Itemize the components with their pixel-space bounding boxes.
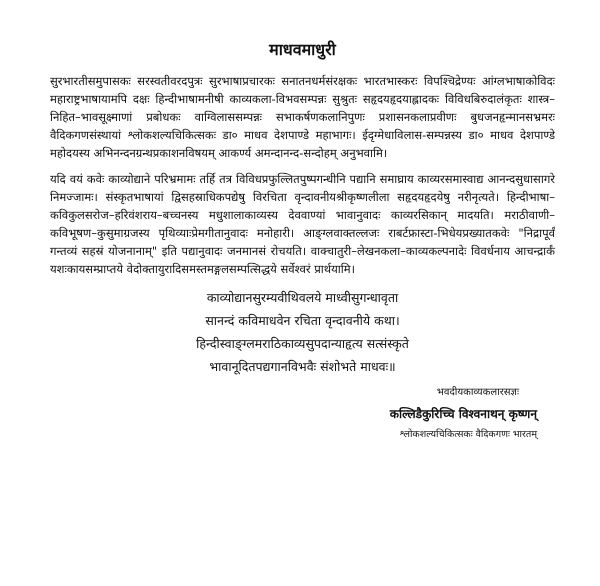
paragraph-1: सुरभारतीसमुपासकः सरस्वतीवरदपुत्रः सुरभाषाप्रचारकः सनातनधर्मसंरक्षकः भारतभास्करः विपश्चिद्रेण्यः आंग्लभाषाकोविदः महाराष्ट्रभाषायामपि दक्षः हिन्दीभाषामनीषी काव्यकला-विभवसम्पन्नः सुश्रुतः सहृदयहृदयाह्लादकः विविधबिरुदालंकृतः शास्त्र–निहित–भावसूक्ष्माणां प्रबोधकः वाग्विलाससम्पन्नः सभाकर्षणकलानिपुणः प्रशासनकलाप्रवीणः बुधजनहृन्मानसभ्रमरः वैदिकगणसंस्थायां श्लोकशल्यचिकित्सकः डा० माधव देशपाण्डे महाभागः। ईदृग्मेधाविलास-सम्पन्नस्य डा० माधव देशपाण्डे महोदयस्य अभिनन्दनग्रन्थप्रकाशनविषयम् आकर्ण्य अमन्दानन्द-सन्दोहम् अनुभवामि। [50,74,555,160]
verse-block [50,286,555,378]
paragraph-2: यदि वयं कवेः काव्योद्याने परिभ्रमामः तर्हि तत्र विविधप्रफुल्लितपुष्पगन्धीनि पद्यानि समाघ्राय काव्यरसमास्वाद्य आनन्दसुधासागरे निमज्जामः। संस्कृतभाषायां द्विसहस्राधिकपद्येषु विरचिता वृन्दावनीयश्रीकृष्णलीला सहृदयहृदयेषु नरीनृत्यते। हिन्दीभाषा–कविकुलसरोज–हरिवंशराय–बच्चनस्य मधुशालाकाव्यस्य देववाण्यां भावानुवादः काव्यरसिकान् मादयति। मराठीवाणी–कविभूषण–कुसुमाग्रजस्य पृथिव्याःप्रेमगीतानुवादः मनोहारी। आङ्ग्लवाक्तल्लजः राबर्टफ्रास्टा-भिधेयप्रख्यातकवेः "निद्रापूर्वं गन्तव्यं सहस्रं योजनानाम्" इति पद्यानुवादः जनमानसं रोचयति। वाक्चातुरी–लेखनकला–काव्यकल्पनादेः विवर्धनाय आचन्द्रार्कं यशःकायसम्प्राप्तये वेदोक्तायुरादिसमस्तमङ्गलसम्पत्सिद्धये सर्वेश्वरं प्रार्थयामि। [50,172,555,276]
signature-greeting: भवदीयकाव्यकलारसज्ञः [436,387,519,398]
verse-line: हिन्दीस्वाङ्ग्लमराठिकाव्यसुपदान्याहृत्य सत्संस्कृते [196,336,409,351]
verse-line: सानन्दं कविमाधवेन रचिता वृन्दावनीये कथा। [205,313,400,328]
verse-line: भावानूदितपद्यगानविभवैः संशोभते माधवः॥ [209,359,396,374]
page-title: माधवमाधुरी [269,40,336,59]
signature-name: कल्लिडैकुरिच्चि विश्वनाथन् कृष्णन् [389,407,537,421]
signature-block [50,384,555,444]
verse-line: काव्योद्यानसुरम्यवीथिवलये माध्वीसुगन्धावृता [206,290,399,305]
signature-role: श्लोकशल्यचिकित्सकः वैदिकगणः भारतम् [399,429,537,440]
